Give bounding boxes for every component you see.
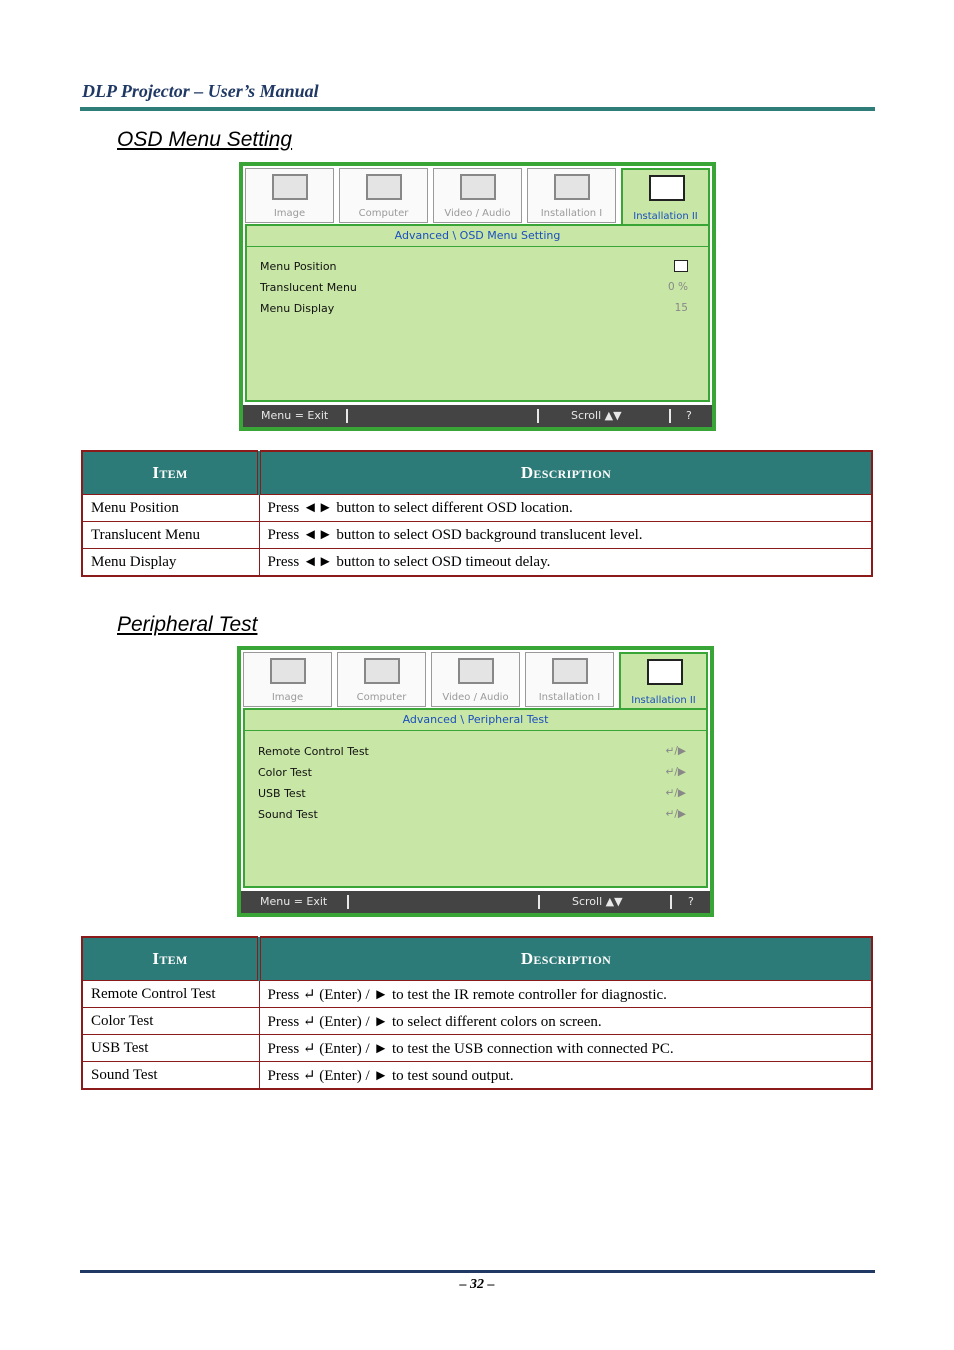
page-number: – 32 – — [459, 1277, 495, 1292]
section-title-osd-menu-setting: OSD Menu Setting — [117, 128, 293, 151]
enter-arrow-icon: ↵/▶ — [665, 808, 686, 820]
table-cell-item: Menu Position — [82, 495, 259, 522]
image-icon — [272, 174, 308, 200]
projector-icon — [554, 174, 590, 200]
osd-tab-label: Computer — [356, 692, 407, 703]
table-cell-description: Press ↵ (Enter) / ► to test sound output. — [259, 1062, 872, 1090]
osd-tab-label: Installation I — [538, 692, 601, 703]
menu-position-icon — [674, 260, 688, 272]
table-cell-item: Sound Test — [82, 1062, 259, 1090]
help-icon: ? — [688, 895, 694, 908]
osd-row-sound-test — [258, 808, 686, 828]
enter-arrow-icon: ↵/▶ — [665, 787, 686, 799]
table-row — [82, 1062, 872, 1090]
osd-row-label: Menu Display — [260, 302, 335, 315]
osd-tab-label: Installation II — [631, 695, 696, 706]
osd-tab-computer — [337, 652, 426, 707]
table-row — [82, 522, 872, 549]
osd-tab-video-audio — [431, 652, 520, 707]
osd-row-label: Remote Control Test — [258, 745, 369, 758]
osd-row-value: 0 % — [668, 281, 688, 293]
table-cell-description: Press ↵ (Enter) / ► to select different colors on screen. — [259, 1008, 872, 1035]
osd-tab-installation-2 — [619, 652, 708, 709]
osd-panel — [243, 708, 708, 888]
section-title-peripheral-test: Peripheral Test — [117, 613, 258, 636]
help-icon: ? — [686, 409, 692, 422]
table-header-description: Description — [259, 937, 872, 981]
enter-arrow-icon: ↵/▶ — [665, 745, 686, 757]
osd-tab-image — [245, 168, 334, 223]
enter-arrow-icon: ↵/▶ — [665, 766, 686, 778]
video-audio-icon — [458, 658, 494, 684]
osd-footer — [241, 891, 710, 913]
table-cell-item: Menu Display — [82, 549, 259, 577]
osd-tab-label: Video / Audio — [442, 692, 509, 703]
osd-footer — [243, 405, 712, 427]
osd-tab-video-audio — [433, 168, 522, 223]
osd-row-remote-control-test — [258, 745, 686, 765]
osd-row-usb-test — [258, 787, 686, 807]
osd-tab-installation-1 — [525, 652, 614, 707]
osd-row-label: Sound Test — [258, 808, 318, 821]
osd-tab-label: Image — [271, 692, 304, 703]
table-row — [82, 549, 872, 577]
projector-icon — [552, 658, 588, 684]
table-cell-description: Press ◄► button to select OSD background translucent level. — [259, 522, 872, 549]
osd-row-value: 15 — [674, 302, 688, 314]
osd-row-color-test — [258, 766, 686, 786]
osd-tab-installation-1 — [527, 168, 616, 223]
header-rule — [80, 107, 875, 111]
table-cell-item: Remote Control Test — [82, 981, 259, 1008]
footer-rule — [80, 1270, 875, 1273]
osd-row-label: Translucent Menu — [260, 281, 357, 294]
osd-tab-label: Image — [273, 208, 306, 219]
osd-tab-label: Installation I — [540, 208, 603, 219]
osd-screenshot-peripheral-test — [237, 646, 714, 917]
osd-row-menu-display — [260, 302, 688, 322]
peripheral-test-table — [81, 936, 873, 1090]
table-header-description: Description — [259, 451, 872, 495]
osd-footer-exit: Menu = Exit — [260, 895, 328, 908]
osd-breadcrumb: Advanced \ OSD Menu Setting — [247, 226, 708, 247]
table-cell-item: Color Test — [82, 1008, 259, 1035]
osd-panel — [245, 224, 710, 402]
table-cell-description: Press ◄► button to select different OSD location. — [259, 495, 872, 522]
osd-row-label: USB Test — [258, 787, 306, 800]
video-audio-icon — [460, 174, 496, 200]
osd-tab-computer — [339, 168, 428, 223]
table-cell-item: Translucent Menu — [82, 522, 259, 549]
page-header-title: DLP Projector – User’s Manual — [82, 81, 319, 101]
projector-help-icon — [649, 175, 685, 201]
image-icon — [270, 658, 306, 684]
table-row — [82, 981, 872, 1008]
table-cell-description: Press ↵ (Enter) / ► to test the USB connection with connected PC. — [259, 1035, 872, 1062]
osd-row-label: Color Test — [258, 766, 312, 779]
table-cell-description: Press ↵ (Enter) / ► to test the IR remote controller for diagnostic. — [259, 981, 872, 1008]
osd-tab-label: Installation II — [633, 211, 698, 222]
table-row — [82, 495, 872, 522]
osd-tab-installation-2 — [621, 168, 710, 225]
table-cell-item: USB Test — [82, 1035, 259, 1062]
table-cell-description: Press ◄► button to select OSD timeout delay. — [259, 549, 872, 577]
table-row — [82, 1035, 872, 1062]
osd-tab-image — [243, 652, 332, 707]
osd-tab-label: Video / Audio — [444, 208, 511, 219]
osd-screenshot-menu-setting — [239, 162, 716, 431]
osd-footer-exit: Menu = Exit — [261, 409, 329, 422]
computer-icon — [366, 174, 402, 200]
table-header-item: Item — [82, 451, 259, 495]
computer-icon — [364, 658, 400, 684]
osd-menu-setting-table — [81, 450, 873, 577]
osd-footer-scroll: Scroll ▲▼ — [571, 409, 622, 422]
table-row — [82, 1008, 872, 1035]
osd-row-label: Menu Position — [260, 260, 337, 273]
projector-help-icon — [647, 659, 683, 685]
osd-row-translucent-menu — [260, 281, 688, 301]
osd-tab-label: Computer — [358, 208, 409, 219]
osd-breadcrumb: Advanced \ Peripheral Test — [245, 710, 706, 731]
osd-footer-scroll: Scroll ▲▼ — [572, 895, 623, 908]
osd-row-menu-position — [260, 260, 688, 280]
table-header-item: Item — [82, 937, 259, 981]
